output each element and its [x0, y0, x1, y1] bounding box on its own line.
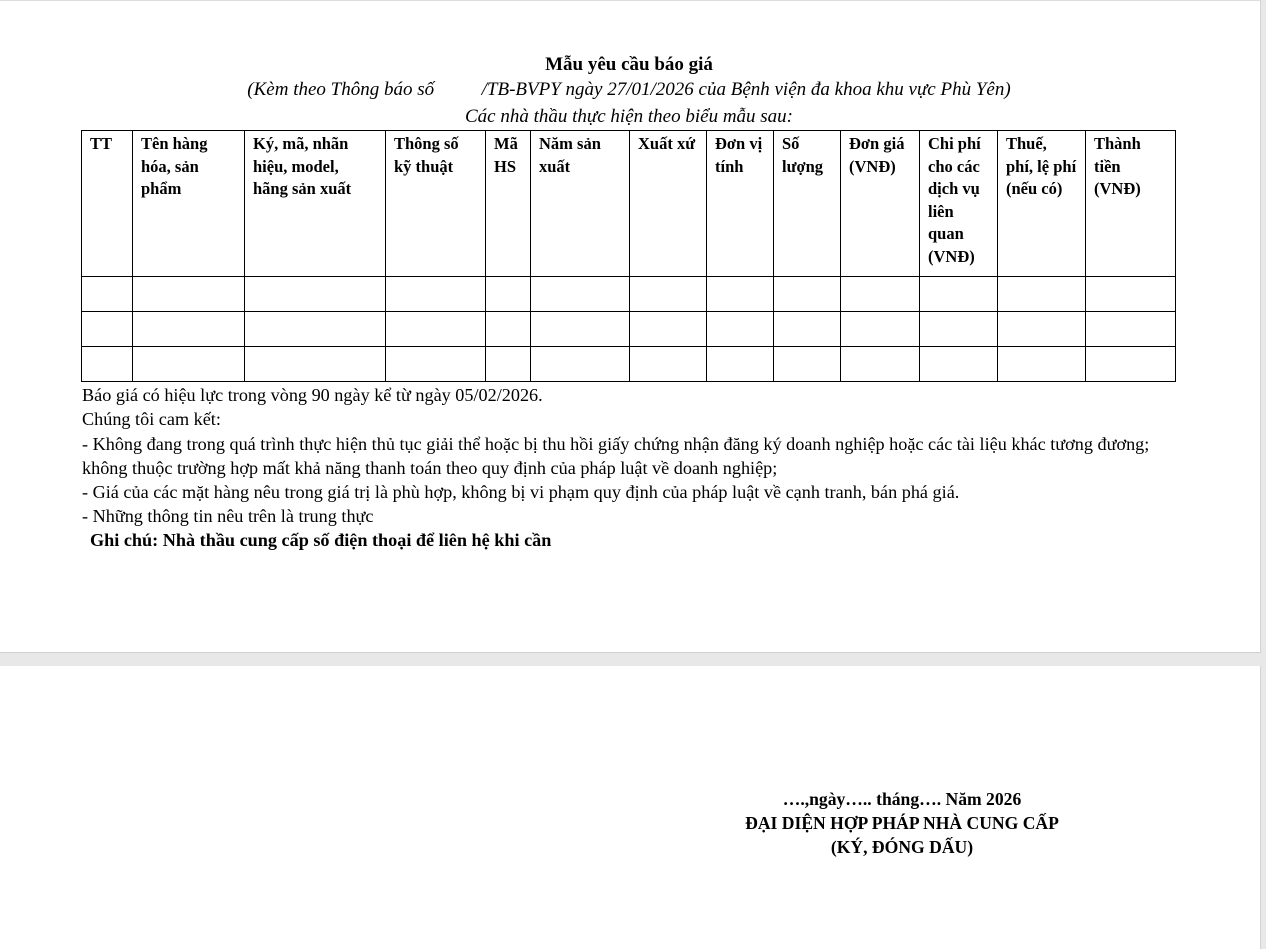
- table-cell[interactable]: [133, 277, 245, 312]
- table-cell[interactable]: [774, 347, 841, 382]
- header-origin: Xuất xứ: [630, 131, 707, 277]
- table-cell[interactable]: [774, 312, 841, 347]
- contact-note: Ghi chú: Nhà thầu cung cấp số điện thoại để liên hệ khi cần: [90, 530, 552, 550]
- header-year: Năm sản xuất: [531, 131, 630, 277]
- document-title: Mẫu yêu cầu báo giá: [545, 54, 713, 75]
- table-cell[interactable]: [920, 277, 998, 312]
- table-cell[interactable]: [133, 347, 245, 382]
- signature-date-line: ….,ngày….. tháng…. Năm 2026: [782, 789, 1022, 809]
- header-specs: Thông số kỹ thuật: [386, 131, 486, 277]
- table-cell[interactable]: [707, 347, 774, 382]
- table-cell[interactable]: [531, 277, 630, 312]
- table-cell[interactable]: [386, 347, 486, 382]
- table-cell[interactable]: [82, 277, 133, 312]
- table-cell[interactable]: [1086, 277, 1176, 312]
- commitment-heading: Chúng tôi cam kết:: [82, 409, 221, 429]
- table-cell[interactable]: [630, 347, 707, 382]
- table-cell[interactable]: [386, 277, 486, 312]
- table-cell[interactable]: [82, 347, 133, 382]
- table-cell[interactable]: [774, 277, 841, 312]
- header-quantity: Số lượng: [774, 131, 841, 277]
- commitment-item: - Những thông tin nêu trên là trung thực: [82, 506, 374, 526]
- table-cell[interactable]: [998, 312, 1086, 347]
- table-row: [82, 347, 1176, 382]
- table-cell[interactable]: [245, 347, 386, 382]
- table-cell[interactable]: [486, 347, 531, 382]
- header-service-cost: Chi phí cho các dịch vụ liên quan (VNĐ): [920, 131, 998, 277]
- header-unit-price: Đơn giá (VNĐ): [841, 131, 920, 277]
- table-cell[interactable]: [1086, 347, 1176, 382]
- table-cell[interactable]: [841, 277, 920, 312]
- table-header-row: [82, 131, 1176, 277]
- header-tax-fee: Thuế, phí, lệ phí (nếu có): [998, 131, 1086, 277]
- table-cell[interactable]: [133, 312, 245, 347]
- header-brand-model: Ký, mã, nhãn hiệu, model, hãng sản xuất: [245, 131, 386, 277]
- table-cell[interactable]: [245, 312, 386, 347]
- table-cell[interactable]: [531, 312, 630, 347]
- table-cell[interactable]: [707, 277, 774, 312]
- commitment-item: - Giá của các mặt hàng nêu trong giá trị là phù hợp, không bị vi phạm quy định của pháp luật về cạnh tranh, bán phá giá.: [82, 482, 960, 502]
- table-cell[interactable]: [486, 277, 531, 312]
- table-cell[interactable]: [531, 347, 630, 382]
- commitment-item: - Không đang trong quá trình thực hiện thủ tục giải thể hoặc bị thu hồi giấy chứng nhận đăng ký doanh nghiệp hoặc các tài liệu khác tương đương; không thuộc trường hợp mất khả năng thanh toán theo quy định của pháp luật về doanh nghiệp;: [82, 434, 1150, 478]
- document-subtitle: (Kèm theo Thông báo số /TB-BVPY ngày 27/01/2026 của Bệnh viện đa khoa khu vực Phù Yên): [247, 79, 1011, 100]
- table-cell[interactable]: [386, 312, 486, 347]
- header-total: Thành tiền (VNĐ): [1086, 131, 1176, 277]
- table-cell[interactable]: [82, 312, 133, 347]
- table-cell[interactable]: [998, 277, 1086, 312]
- table-cell[interactable]: [841, 312, 920, 347]
- table-cell[interactable]: [920, 312, 998, 347]
- signature-stamp-note: (KÝ, ĐÓNG DẤU): [830, 837, 974, 857]
- validity-statement: Báo giá có hiệu lực trong vòng 90 ngày kể từ ngày 05/02/2026.: [82, 385, 543, 405]
- table-cell[interactable]: [630, 277, 707, 312]
- table-cell[interactable]: [486, 312, 531, 347]
- table-cell[interactable]: [245, 277, 386, 312]
- header-unit: Đơn vị tính: [707, 131, 774, 277]
- table-row: [82, 312, 1176, 347]
- document-page-2: [0, 666, 1261, 949]
- table-cell[interactable]: [630, 312, 707, 347]
- quotation-table: [81, 130, 1176, 382]
- header-hs-code: Mã HS: [486, 131, 531, 277]
- header-product-name: Tên hàng hóa, sản phẩm: [133, 131, 245, 277]
- document-instruction: Các nhà thầu thực hiện theo biểu mẫu sau:: [464, 106, 794, 127]
- table-cell[interactable]: [998, 347, 1086, 382]
- table-cell[interactable]: [920, 347, 998, 382]
- table-cell[interactable]: [1086, 312, 1176, 347]
- signature-representative: ĐẠI DIỆN HỢP PHÁP NHÀ CUNG CẤP: [745, 813, 1059, 833]
- header-tt: TT: [82, 131, 133, 277]
- table-cell[interactable]: [707, 312, 774, 347]
- table-cell[interactable]: [841, 347, 920, 382]
- table-row: [82, 277, 1176, 312]
